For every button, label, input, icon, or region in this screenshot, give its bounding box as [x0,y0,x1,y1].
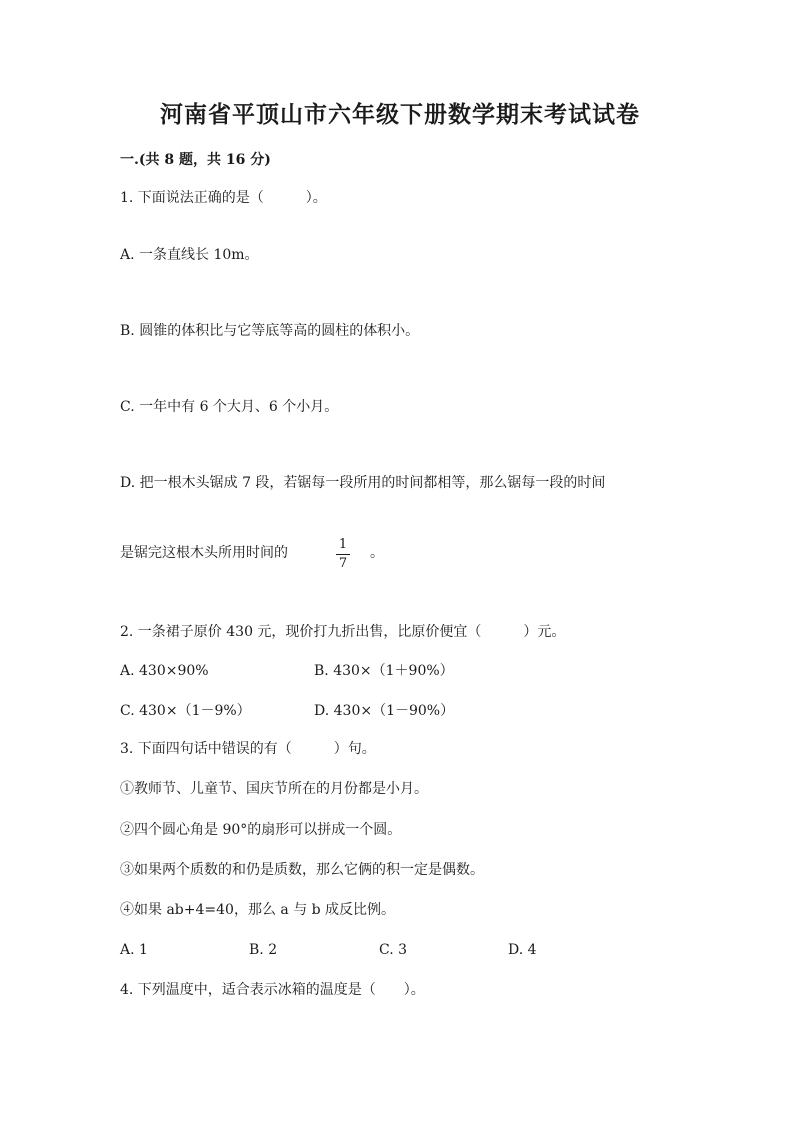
fraction-numerator: 1 [338,537,348,552]
section-heading: 一.(共 8 题，共 16 分) [120,152,271,168]
page-title: 河南省平顶山市六年级下册数学期末考试试卷 [160,101,640,128]
question-2-stem: 2. 一条裙子原价 430 元，现价打九折出售，比原价便宜（ ）元。 [120,624,566,640]
question-2-option-b: B. 430×（1＋90%） [314,663,454,679]
question-3-statement-2: ②四个圆心角是 90°的扇形可以拼成一个圆。 [120,822,402,838]
fraction-denominator: 7 [338,556,348,571]
fraction-one-seventh [336,537,350,572]
question-1-option-b: B. 圆锥的体积比与它等底等高的圆柱的体积小。 [120,323,420,339]
question-3-statement-4: ④如果 ab+4=40，那么 a 与 b 成反比例。 [120,902,396,918]
question-3-stem: 3. 下面四句话中错误的有（ ）句。 [120,741,376,757]
question-3-option-d: D. 4 [508,942,537,958]
question-1-option-c: C. 一年中有 6 个大月、6 个小月。 [120,399,339,415]
question-1-option-d-line2: 是锯完这根木头所用时间的 [120,545,288,561]
question-2-option-c: C. 430×（1－9%） [120,703,251,719]
question-3-statement-3: ③如果两个质数的和仍是质数，那么它俩的积一定是偶数。 [120,862,484,878]
question-1-stem: 1. 下面说法正确的是（ ）。 [120,190,327,206]
question-4-stem: 4. 下列温度中，适合表示冰箱的温度是（ ）。 [120,982,425,998]
question-3-statement-1: ①教师节、儿童节、国庆节所在的月份都是小月。 [120,781,428,797]
question-1-option-a: A. 一条直线长 10m。 [120,247,259,263]
question-3-option-a: A. 1 [120,942,148,958]
question-3-option-c: C. 3 [379,942,408,958]
question-3-option-b: B. 2 [249,942,278,958]
question-1-option-d-end: 。 [370,545,384,561]
fraction-bar [336,554,350,555]
question-2-option-a: A. 430×90% [120,663,209,679]
question-2-option-d: D. 430×（1－90%） [314,703,455,719]
question-1-option-d-line1: D. 把一根木头锯成 7 段，若锯每一段所用的时间都相等，那么锯每一段的时间 [120,475,606,491]
